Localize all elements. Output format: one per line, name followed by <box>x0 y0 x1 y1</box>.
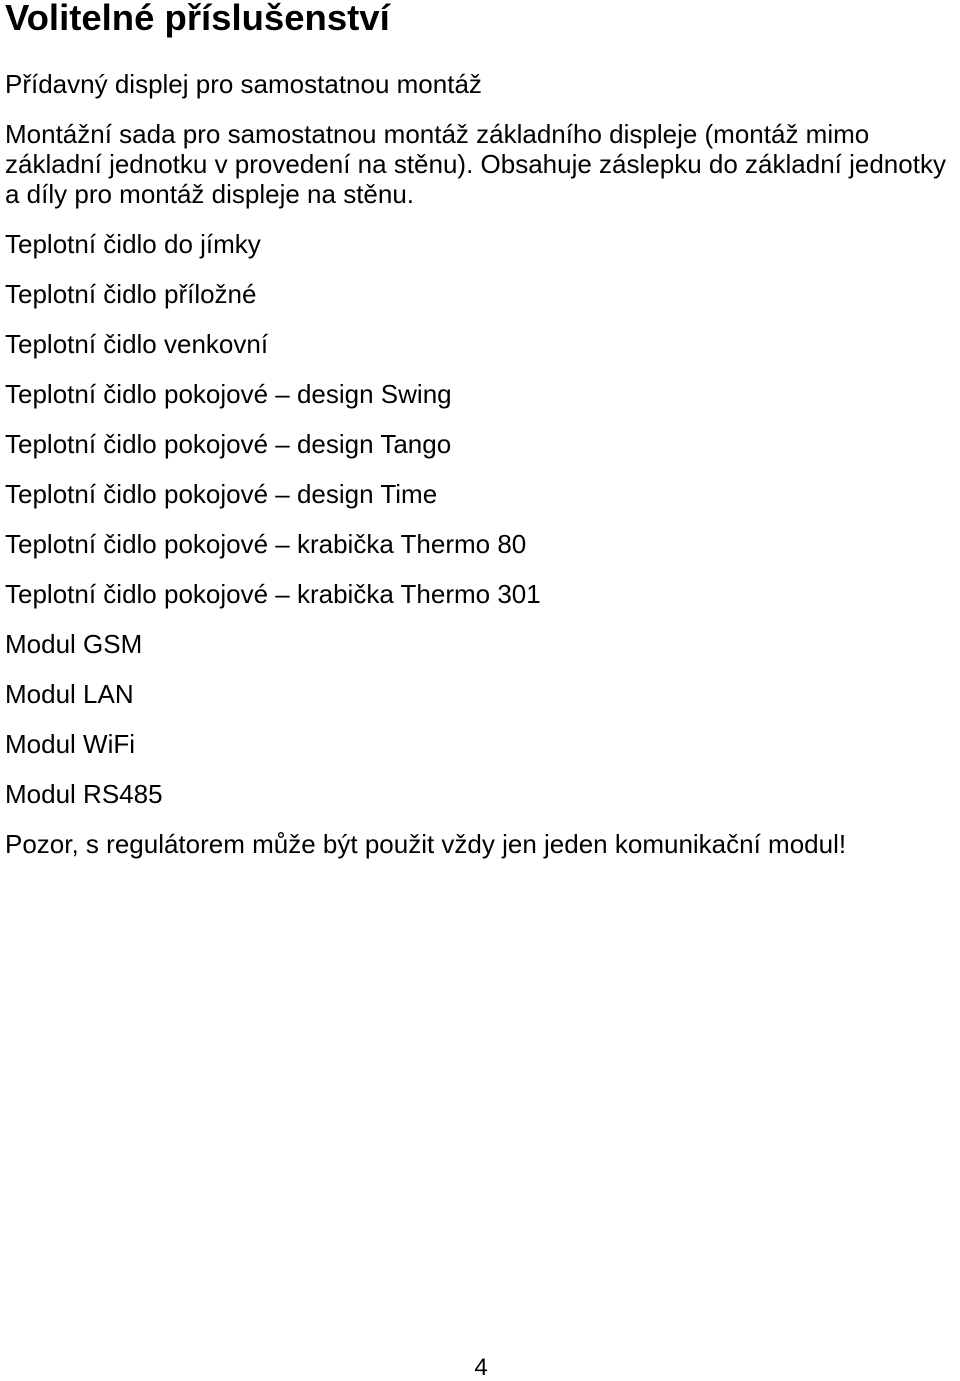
list-item: Teplotní čidlo pokojové – krabička Thermo 301 <box>5 579 541 609</box>
accessory-list <box>5 229 955 809</box>
page-number: 4 <box>474 1354 488 1381</box>
description-line: a díly pro montáž displeje na stěnu. <box>5 179 415 209</box>
list-item: Modul LAN <box>5 679 134 709</box>
list-item: Modul GSM <box>5 629 143 659</box>
display-accessory-description <box>5 119 955 209</box>
warning-note: Pozor, s regulátorem může být použit vždy jen jeden komunikační modul! <box>5 829 847 859</box>
description-line: základní jednotku v provedení na stěnu). Obsahuje záslepku do základní jednotky <box>5 149 946 179</box>
list-item: Modul WiFi <box>5 729 136 759</box>
list-item: Modul RS485 <box>5 779 163 809</box>
list-item: Teplotní čidlo pokojové – krabička Thermo 80 <box>5 529 527 559</box>
list-item: Teplotní čidlo do jímky <box>5 229 261 259</box>
display-accessory-heading: Přídavný displej pro samostatnou montáž <box>5 69 482 99</box>
list-item: Teplotní čidlo venkovní <box>5 329 269 359</box>
page-content <box>5 69 955 879</box>
list-item: Teplotní čidlo pokojové – design Time <box>5 479 438 509</box>
list-item: Teplotní čidlo příložné <box>5 279 257 309</box>
list-item: Teplotní čidlo pokojové – design Tango <box>5 429 452 459</box>
list-item: Teplotní čidlo pokojové – design Swing <box>5 379 452 409</box>
description-line: Montážní sada pro samostatnou montáž základního displeje (montáž mimo <box>5 119 870 149</box>
page-title: Volitelné příslušenství <box>5 0 390 38</box>
